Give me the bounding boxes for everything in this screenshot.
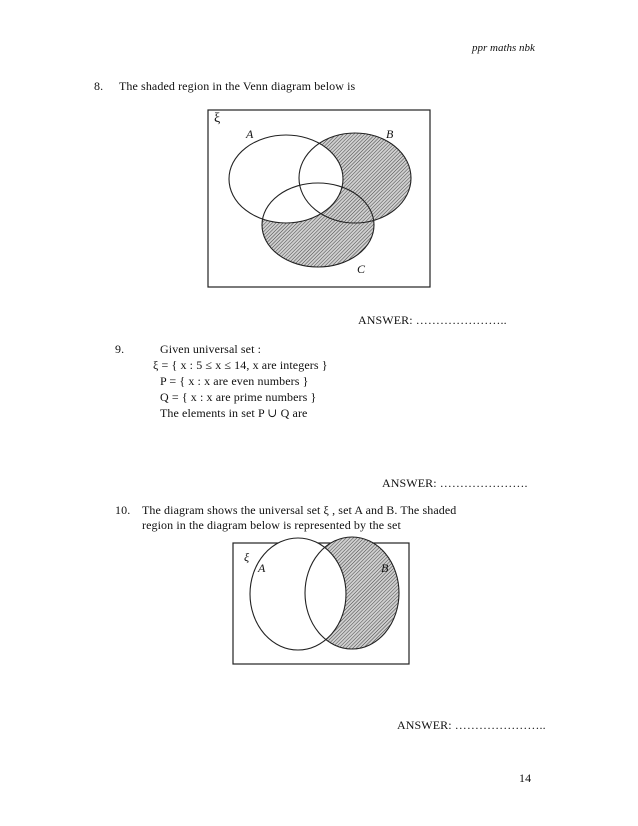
q10-xi-symbol: ξ xyxy=(244,550,250,564)
question-10-line-1: The diagram shows the universal set ξ , set A and B. The shaded xyxy=(142,503,457,517)
q10-label-a: A xyxy=(258,561,266,575)
q8-label-c: C xyxy=(357,262,366,276)
q9-answer-line: ANSWER: …………………. xyxy=(382,476,528,490)
question-8-text: The shaded region in the Venn diagram below is xyxy=(119,79,356,93)
question-9-number: 9. xyxy=(115,342,125,356)
question-9-line-4: Q = { x : x are prime numbers } xyxy=(160,390,317,404)
q10-shaded-region xyxy=(250,537,399,650)
q8-label-a: A xyxy=(246,127,254,141)
page-header: ppr maths nbk xyxy=(472,42,535,54)
question-10-number: 10. xyxy=(115,503,131,517)
q8-shaded-region xyxy=(229,133,411,267)
q8-label-b: B xyxy=(386,127,394,141)
q8-xi-symbol: ξ xyxy=(214,111,221,126)
question-8-number: 8. xyxy=(94,79,104,93)
q8-answer-line: ANSWER: ………………….. xyxy=(358,313,507,327)
q10-label-b: B xyxy=(381,561,389,575)
question-9-line-1: Given universal set : xyxy=(160,342,262,356)
question-9-line-2: ξ = { x : 5 ≤ x ≤ 14, x are integers } xyxy=(153,358,328,372)
page-number: 14 xyxy=(519,771,532,785)
q10-answer-line: ANSWER: ………………….. xyxy=(397,718,546,732)
question-10-line-2: region in the diagram below is represented by the set xyxy=(142,518,401,532)
question-9-line-5: The elements in set P ∪ Q are xyxy=(160,406,308,420)
question-9-line-3: P = { x : x are even numbers } xyxy=(160,374,309,388)
